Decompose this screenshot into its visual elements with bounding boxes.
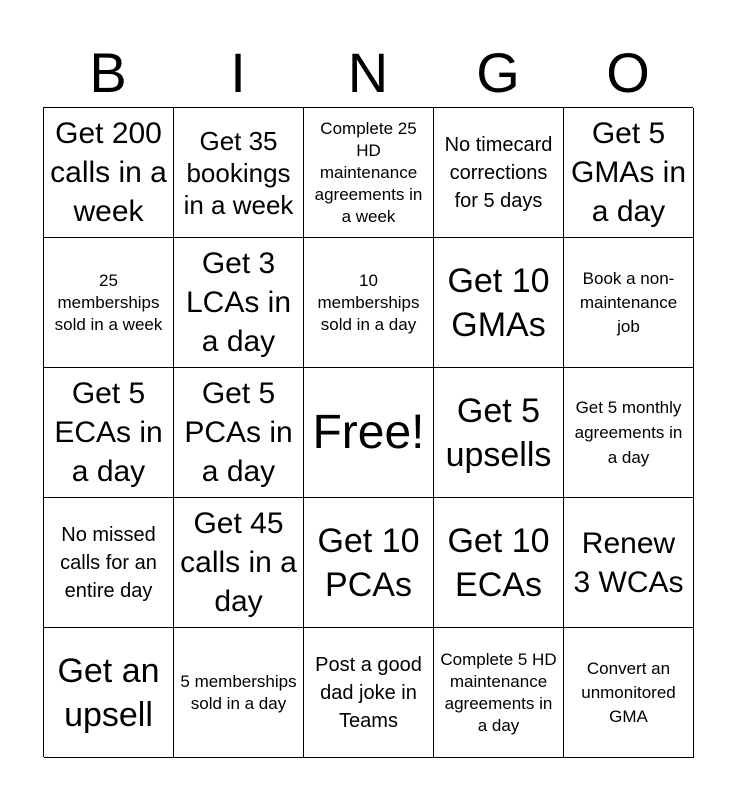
cell-text: Get 10 GMAs [447, 261, 550, 344]
bingo-cell[interactable] [174, 368, 304, 498]
cell-text: Get 5 GMAs in a day [570, 117, 687, 228]
cell-text: No missed calls for an entire day [60, 523, 157, 602]
cell-text: Convert an unmonitored GMA [581, 658, 676, 726]
bingo-board [43, 107, 693, 757]
cell-text: Get 5 PCAs in a day [184, 377, 293, 488]
bingo-header [43, 38, 693, 108]
header-letter-i: I [230, 41, 246, 104]
bingo-cell[interactable] [434, 368, 564, 498]
free-space[interactable] [304, 368, 434, 498]
bingo-cell[interactable] [564, 628, 694, 758]
bingo-cell[interactable] [304, 238, 434, 368]
free-space-text: Free! [312, 405, 425, 459]
header-letter-b: B [89, 41, 127, 104]
bingo-cell[interactable] [174, 238, 304, 368]
cell-text: Get 35 bookings in a week [183, 125, 294, 220]
bingo-cell[interactable] [174, 498, 304, 628]
bingo-cell[interactable] [434, 628, 564, 758]
cell-text: Get 5 upsells [445, 391, 552, 474]
cell-text: Get 10 ECAs [447, 521, 550, 604]
bingo-cell[interactable] [44, 108, 174, 238]
cell-text: Book a non-maintenance job [579, 268, 678, 336]
cell-text: Complete 5 HD maintenance agreements in a day [440, 649, 557, 735]
bingo-cell[interactable] [44, 498, 174, 628]
cell-text: 10 memberships sold in a day [317, 270, 420, 334]
bingo-cell[interactable] [434, 238, 564, 368]
cell-text: Get 3 LCAs in a day [185, 247, 292, 358]
bingo-cell[interactable] [304, 628, 434, 758]
cell-text: Complete 25 HD maintenance agreements in a week [314, 118, 423, 226]
bingo-cell[interactable] [434, 108, 564, 238]
cell-text: Get 5 ECAs in a day [54, 377, 163, 488]
cell-text: Get an upsell [57, 651, 160, 734]
cell-text: No timecard corrections for 5 days [444, 133, 553, 212]
cell-text: Get 45 calls in a day [180, 507, 297, 618]
bingo-cell[interactable] [44, 368, 174, 498]
bingo-cell[interactable] [174, 628, 304, 758]
bingo-cell[interactable] [44, 628, 174, 758]
header-letter-g: G [476, 41, 520, 104]
bingo-cell[interactable] [434, 498, 564, 628]
bingo-cell[interactable] [564, 108, 694, 238]
cell-text: 25 memberships sold in a week [54, 270, 163, 334]
bingo-cell[interactable] [564, 368, 694, 498]
bingo-cell[interactable] [564, 498, 694, 628]
bingo-cell[interactable] [174, 108, 304, 238]
bingo-cell[interactable] [44, 238, 174, 368]
cell-text: 5 memberships sold in a day [180, 671, 297, 713]
cell-text: Get 10 PCAs [317, 521, 420, 604]
bingo-cell[interactable] [304, 498, 434, 628]
bingo-cell[interactable] [564, 238, 694, 368]
bingo-cell[interactable] [304, 108, 434, 238]
header-letter-o: O [606, 41, 650, 104]
cell-text: Get 5 monthly agreements in a day [574, 398, 683, 467]
cell-text: Get 200 calls in a week [50, 117, 167, 228]
cell-text: Renew 3 WCAs [573, 526, 684, 599]
cell-text: Post a good dad joke in Teams [315, 653, 422, 732]
header-letter-n: N [347, 41, 389, 104]
